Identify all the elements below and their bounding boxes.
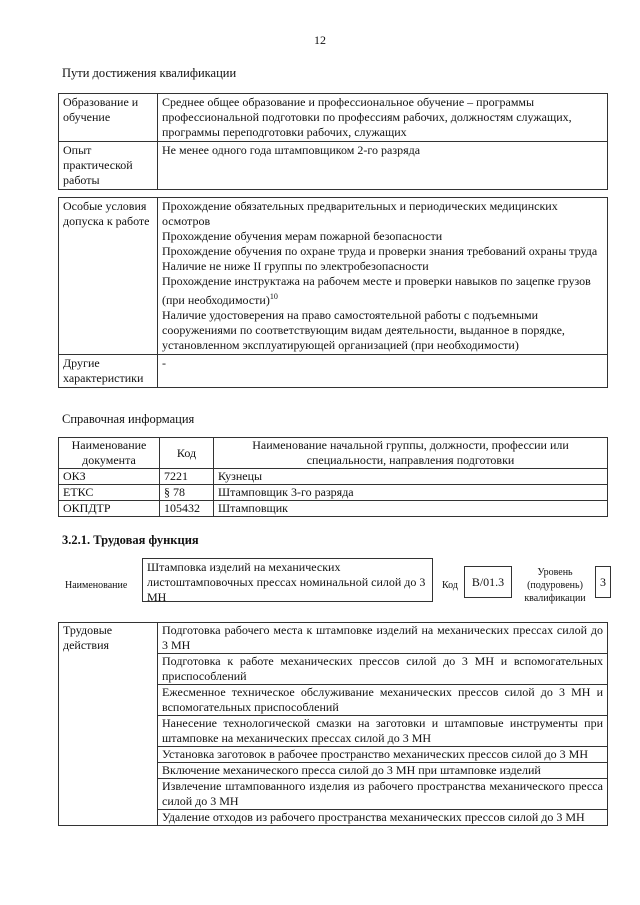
table-cell: Штамповщик <box>214 501 608 517</box>
column-header: Код <box>160 438 214 469</box>
admission-label: Особые условия допуска к работе <box>59 198 158 355</box>
function-name: Штамповка изделий на механических листоштамповочных прессах номинальной силой до 3 МН <box>142 558 433 602</box>
table-row <box>59 485 608 501</box>
table-row <box>59 142 608 190</box>
table-row <box>59 94 608 142</box>
table-cell: 105432 <box>160 501 214 517</box>
other-value: - <box>158 355 608 388</box>
table-cell: ОКЗ <box>59 469 160 485</box>
list-item <box>162 274 603 308</box>
labor-function-heading: 3.2.1. Трудовая функция <box>62 533 199 547</box>
admission-items <box>158 198 608 355</box>
labor-actions-label: Трудовые действия <box>59 623 158 826</box>
table-cell: Кузнецы <box>214 469 608 485</box>
table-cell: ЕТКС <box>59 485 160 501</box>
labor-action: Извлечение штампованного изделия из рабочего пространства механического пресса силой до 3 МН <box>158 779 608 810</box>
qualification-paths-heading: Пути достижения квалификации <box>62 66 237 80</box>
labor-action: Удаление отходов из рабочего пространства механических прессов силой до 3 МН <box>158 810 608 826</box>
table-row <box>59 623 608 654</box>
function-level-label: Уровень (подуровень) квалификации <box>524 567 586 604</box>
table-row <box>59 501 608 517</box>
list-item: Прохождение обязательных предварительных и периодических медицинских осмотров <box>162 199 558 228</box>
education-label: Образование и обучение <box>59 94 158 142</box>
list-item: Наличие удостоверения на право самостоятельной работы с подъемными сооружениями по соответствующим видам деятельности, выданное в порядке, установленном эксплуатирующей организацией (при необходимости) <box>162 308 565 352</box>
table-row <box>59 355 608 388</box>
labor-action: Нанесение технологической смазки на заготовки и штамповые инструменты при штамповке на механических прессах силой до 3 МН <box>158 716 608 747</box>
table-cell: Штамповщик 3-го разряда <box>214 485 608 501</box>
function-code-label: Код <box>442 580 458 591</box>
table-cell: § 78 <box>160 485 214 501</box>
labor-action: Подготовка к работе механических прессов силой до 3 МН и вспомогательных приспособлений <box>158 654 608 685</box>
list-item: Наличие не ниже II группы по электробезопасности <box>162 259 429 273</box>
page-number: 12 <box>314 33 326 47</box>
labor-action: Подготовка рабочего места к штамповке изделий на механических прессах силой до 3 МН <box>158 623 608 654</box>
footnote-marker: 10 <box>269 292 278 301</box>
labor-actions-table <box>58 622 608 826</box>
experience-value: Не менее одного года штамповщиком 2-го разряда <box>158 142 608 190</box>
table-row <box>59 469 608 485</box>
experience-label: Опыт практической работы <box>59 142 158 190</box>
column-header: Наименование документа <box>59 438 160 469</box>
list-item: Прохождение обучения по охране труда и проверки знания требований охраны труда <box>162 244 598 258</box>
labor-action: Установка заготовок в рабочее пространство механических прессов силой до 3 МН <box>158 747 608 763</box>
labor-action: Ежесменное техническое обслуживание механических прессов силой до 3 МН и вспомогательных приспособлений <box>158 685 608 716</box>
list-item-text: Прохождение инструктажа на рабочем месте и проверки навыков по зацепке грузов (при необходимости) <box>162 274 591 307</box>
qualification-paths-table <box>58 93 608 190</box>
table-header-row <box>59 438 608 469</box>
education-value: Среднее общее образование и профессиональное обучение – программы профессиональной подготовки по профессиям рабочих, должностям служащих, программы переподготовки рабочих, служащих <box>158 94 608 142</box>
reference-table <box>58 437 608 517</box>
admission-table <box>58 197 608 388</box>
labor-function-row <box>62 554 617 606</box>
function-level: 3 <box>595 566 611 598</box>
table-cell: ОКПДТР <box>59 501 160 517</box>
table-row <box>59 198 608 355</box>
column-header: Наименование начальной группы, должности, профессии или специальности, направления подготовки <box>214 438 608 469</box>
reference-heading: Справочная информация <box>62 412 195 426</box>
table-cell: 7221 <box>160 469 214 485</box>
function-name-label: Наименование <box>65 580 128 591</box>
list-item: Прохождение обучения мерам пожарной безопасности <box>162 229 443 243</box>
function-code: B/01.3 <box>464 566 512 598</box>
other-label: Другие характеристики <box>59 355 158 388</box>
labor-action: Включение механического пресса силой до 3 МН при штамповке изделий <box>158 763 608 779</box>
